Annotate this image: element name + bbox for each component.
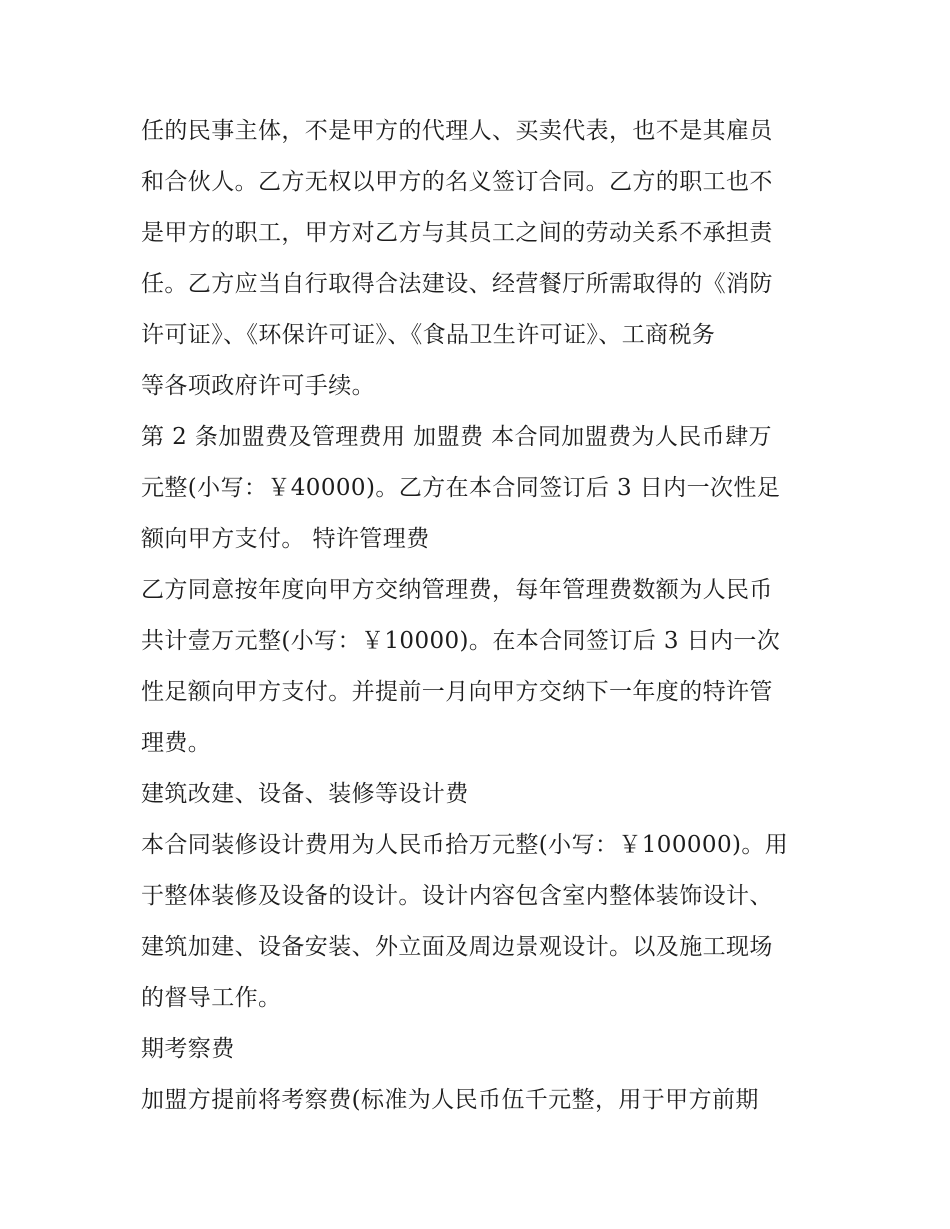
text-line: 和合伙人。乙方无权以甲方的名义签订合同。乙方的职工也不 [141, 169, 773, 195]
text-line: 建筑加建、设备安装、外立面及周边景观设计。以及施工现场 [141, 934, 773, 960]
text-line: 元整(小写：￥40000)。乙方在本合同签订后 3 日内一次性足 [141, 475, 781, 501]
text-line: 额向甲方支付。 特许管理费 [141, 526, 430, 552]
text-line: 任。乙方应当自行取得合法建设、经营餐厅所需取得的《消防 [141, 271, 773, 297]
text-line: 共计壹万元整(小写：￥10000)。在本合同签订后 3 日内一次 [141, 628, 781, 654]
text-line: 的督导工作。 [141, 985, 282, 1011]
text-line: 本合同装修设计费用为人民币拾万元整(小写：￥100000)。用 [141, 832, 789, 858]
subheading-line: 建筑改建、设备、装修等设计费 [141, 781, 469, 807]
text-line: 加盟方提前将考察费(标准为人民币伍千元整，用于甲方前期 [141, 1087, 759, 1113]
subheading-line: 期考察费 [141, 1036, 235, 1062]
text-line: 任的民事主体，不是甲方的代理人、买卖代表，也不是其雇员 [141, 118, 773, 144]
text-line: 等各项政府许可手续。 [141, 373, 375, 399]
contract-text [141, 106, 821, 1126]
text-line: 于整体装修及设备的设计。设计内容包含室内整体装饰设计、 [141, 883, 773, 909]
section-heading-line: 第 2 条加盟费及管理费用 加盟费 本合同加盟费为人民币肆万 [141, 424, 772, 450]
text-line: 是甲方的职工，甲方对乙方与其员工之间的劳动关系不承担责 [141, 220, 773, 246]
text-line: 性足额向甲方支付。并提前一月向甲方交纳下一年度的特许管 [141, 679, 773, 705]
text-line: 许可证》、《环保许可证》、《食品卫生许可证》、工商税务 [141, 322, 716, 348]
text-line: 乙方同意按年度向甲方交纳管理费，每年管理费数额为人民币 [141, 577, 773, 603]
text-line: 理费。 [141, 730, 212, 756]
